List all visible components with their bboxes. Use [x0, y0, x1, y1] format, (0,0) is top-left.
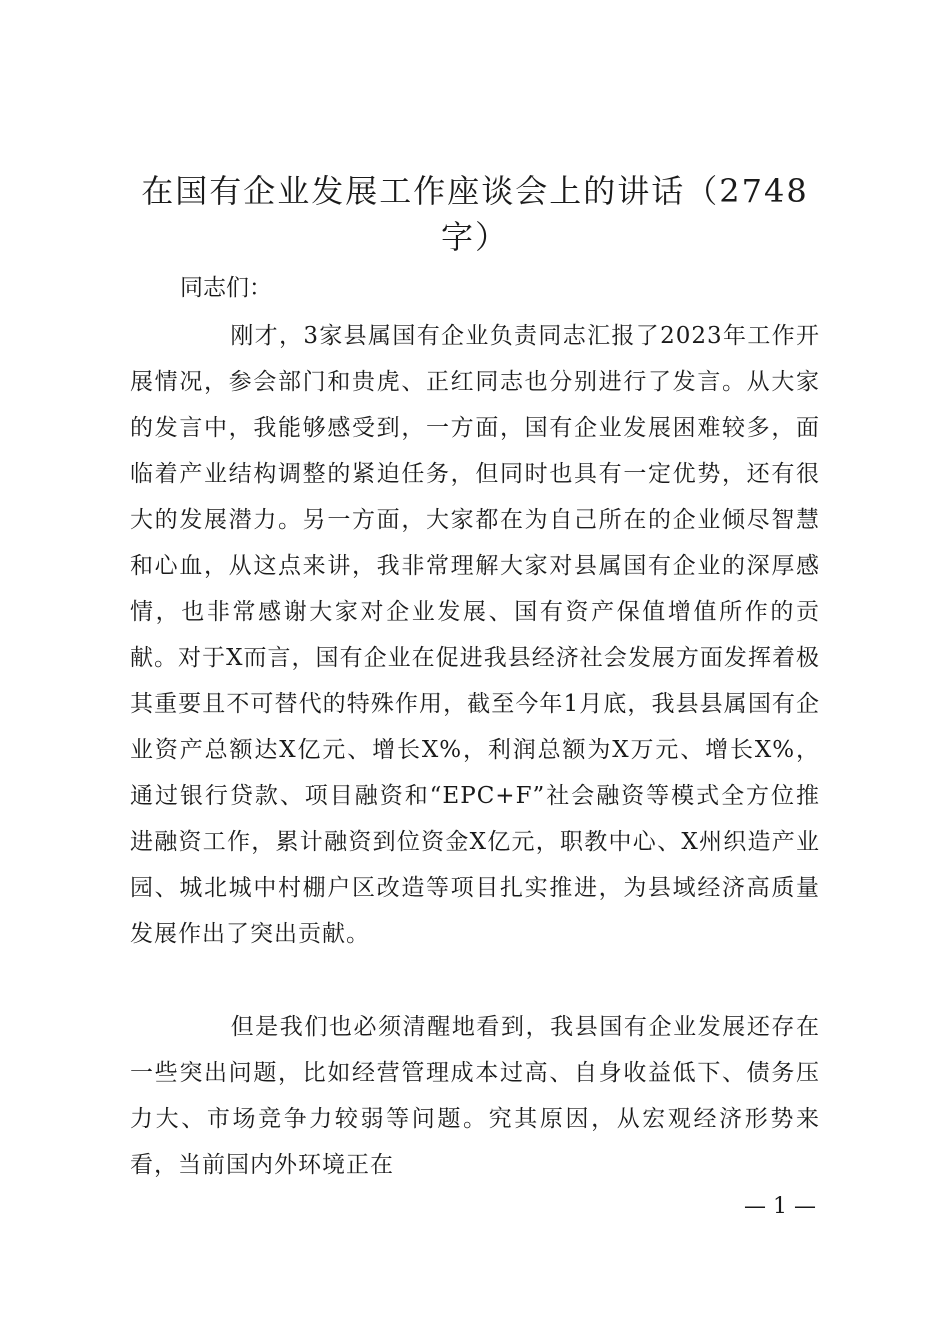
page-number: — 1 —	[744, 1194, 816, 1219]
paragraph-text: 刚才，3家县属国有企业负责同志汇报了2023年工作开展情况，参会部门和贵虎、正红同志也分别进行了发言。从大家的发言中，我能够感受到，一方面，国有企业发展困难较多，面临着产业结构调整的紧迫任务，但同时也具有一定优势，还有很大的发展潜力。另一方面，大家都在为自己所在的企业倾尽智慧和心血，从这点来讲，我非常理解大家对县属国有企业的深厚感情，也非常感谢大家对企业发展、国有资产保值增值所作的贡献。对于X而言，国有企业在促进我县经济社会发展方面发挥着极其重要且不可替代的特殊作用，截至今年1月底，我县县属国有企业资产总额达X亿元、增长X%，利润总额为X万元、增长X%，通过银行贷款、项目融资和“EPC+F”社会融资等模式全方位推进融资工作，累计融资到位资金X亿元，职教中心、X州织造产业园、城北城中村棚户区改造等项目扎实推进，为县域经济高质量发展作出了突出贡献。	[130, 323, 820, 947]
salutation: 同志们：	[180, 275, 272, 301]
body-paragraph	[130, 313, 820, 957]
body-paragraph	[130, 1004, 820, 1188]
paragraph-text: 但是我们也必须清醒地看到，我县国有企业发展还存在一些突出问题，比如经营管理成本过高、自身收益低下、债务压力大、市场竞争力较弱等问题。究其原因，从宏观经济形势来看，当前国内外环境正在	[130, 1014, 820, 1178]
document-title: 在国有企业发展工作座谈会上的讲话（2748字）	[141, 172, 809, 256]
